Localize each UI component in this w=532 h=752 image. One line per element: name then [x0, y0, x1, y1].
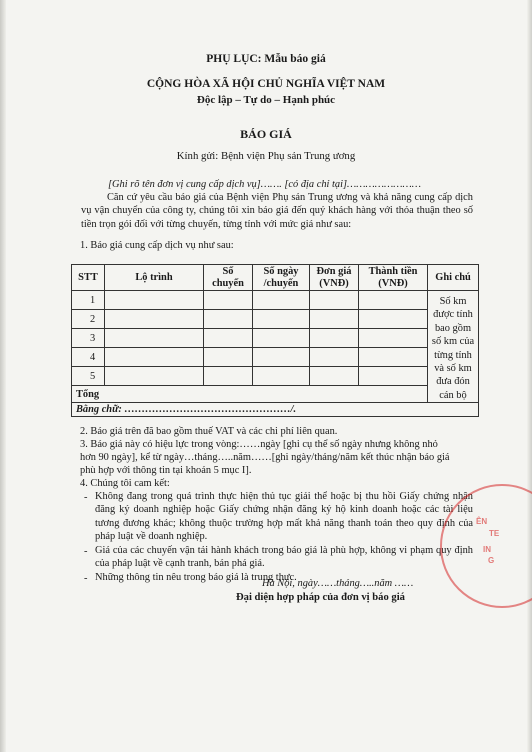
item-2: 2. Báo giá trên đã bao gồm thuế VAT và các chi phí liên quan.	[80, 426, 338, 437]
section-1: 1. Báo giá cung cấp dịch vụ như sau:	[80, 240, 234, 251]
commitment-1: Không đang trong quá trình thực hiện thủ tục giải thể hoặc bị thu hồi Giấy chứng nhận đăng ký doanh nghiệp hoặc Giấy chứng nhận đăng ký hộ kinh doanh hoặc các tài liệu tương đương khác; không thuộc trường hợp mất khả năng thanh toán theo quy định của pháp luật về doanh nghiệp.	[95, 491, 473, 543]
table-row	[72, 310, 479, 329]
item-3-line-2: hơn 90 ngày], kể từ ngày…tháng…..năm……[ghi ngày/tháng/năm kết thúc nhận báo giá	[80, 452, 450, 463]
col-amount: Thành tiền (VNĐ)	[359, 265, 428, 291]
col-stt: STT	[72, 265, 105, 291]
representative-title: Đại diện hợp pháp của đơn vị báo giá	[236, 592, 405, 603]
item-3-line-3: phù hợp với thông tin tại khoản 5 mục I].	[80, 465, 252, 476]
total-row	[72, 386, 479, 403]
table-row	[72, 367, 479, 386]
col-days: Số ngày /chuyến	[253, 265, 310, 291]
note-cell: Số km được tính bao gồm số km của từng tỉnh và số km đưa đón cán bộ	[428, 291, 479, 403]
doc-title: BÁO GIÁ	[240, 127, 292, 141]
bullet-dash: -	[84, 546, 88, 557]
col-unit-price: Đơn giá (VNĐ)	[310, 265, 359, 291]
in-words-row	[72, 403, 479, 417]
bullet-dash: -	[84, 492, 88, 503]
row-number: 2	[72, 310, 105, 329]
motto: Độc lập – Tự do – Hạnh phúc	[196, 94, 336, 106]
appendix-title: PHỤ LỤC: Mẫu báo giá	[206, 53, 326, 65]
quote-table	[71, 264, 479, 417]
commitment-2: Giá của các chuyến vận tải hành khách trong báo giá là phù hợp, không vi phạm quy định của pháp luật về cạnh tranh, bán phá giá.	[95, 545, 473, 570]
seal-text: G	[488, 556, 495, 565]
seal-text: IN	[483, 545, 491, 554]
scan-edge-left	[0, 0, 6, 752]
row-number: 4	[72, 348, 105, 367]
item-4: 4. Chúng tôi cam kết:	[80, 478, 170, 489]
supplier-line: [Ghi rõ tên đơn vị cung cấp dịch vụ]……. [có địa chỉ tại]……………………	[108, 179, 421, 190]
recipient-line: Kính gửi: Bệnh viện Phụ sản Trung ương	[176, 150, 356, 162]
row-number: 5	[72, 367, 105, 386]
col-note: Ghi chú	[428, 265, 479, 291]
table-row	[72, 291, 479, 310]
total-label: Tổng	[72, 386, 428, 403]
row-number: 1	[72, 291, 105, 310]
row-number: 3	[72, 329, 105, 348]
seal-text: ÊN	[476, 517, 488, 526]
item-3-line-1: 3. Báo giá này có hiệu lực trong vòng:……ngày [ghi cụ thể số ngày nhưng không nhỏ	[80, 439, 438, 450]
place-date: Hà Nội, ngày……tháng…..năm ……	[262, 578, 414, 589]
scan-edge-right	[527, 0, 532, 752]
seal-text: TE	[489, 529, 500, 538]
amount-in-words: Bằng chữ: …………………………………………/.	[72, 403, 479, 417]
nation-header: CỘNG HÒA XÃ HỘI CHỦ NGHĨA VIỆT NAM	[146, 78, 386, 90]
table-header-row	[72, 265, 479, 291]
table-row	[72, 329, 479, 348]
col-trips: Số chuyến	[204, 265, 253, 291]
bullet-dash: -	[84, 573, 88, 584]
table-row	[72, 348, 479, 367]
commitment-3: Những thông tin nêu trong báo giá là trung thực.	[95, 572, 297, 583]
intro-paragraph: Căn cứ yêu cầu báo giá của Bệnh viện Phụ sản Trung ương và khả năng cung cấp dịch vụ vận chuyển của công ty, chúng tôi xin báo giá đến quý khách hàng với thỏa thuận theo số tiền trọn gói đối với từng chuyến, từng tỉnh với mức giá như sau:	[81, 192, 473, 230]
col-route: Lộ trình	[105, 265, 204, 291]
